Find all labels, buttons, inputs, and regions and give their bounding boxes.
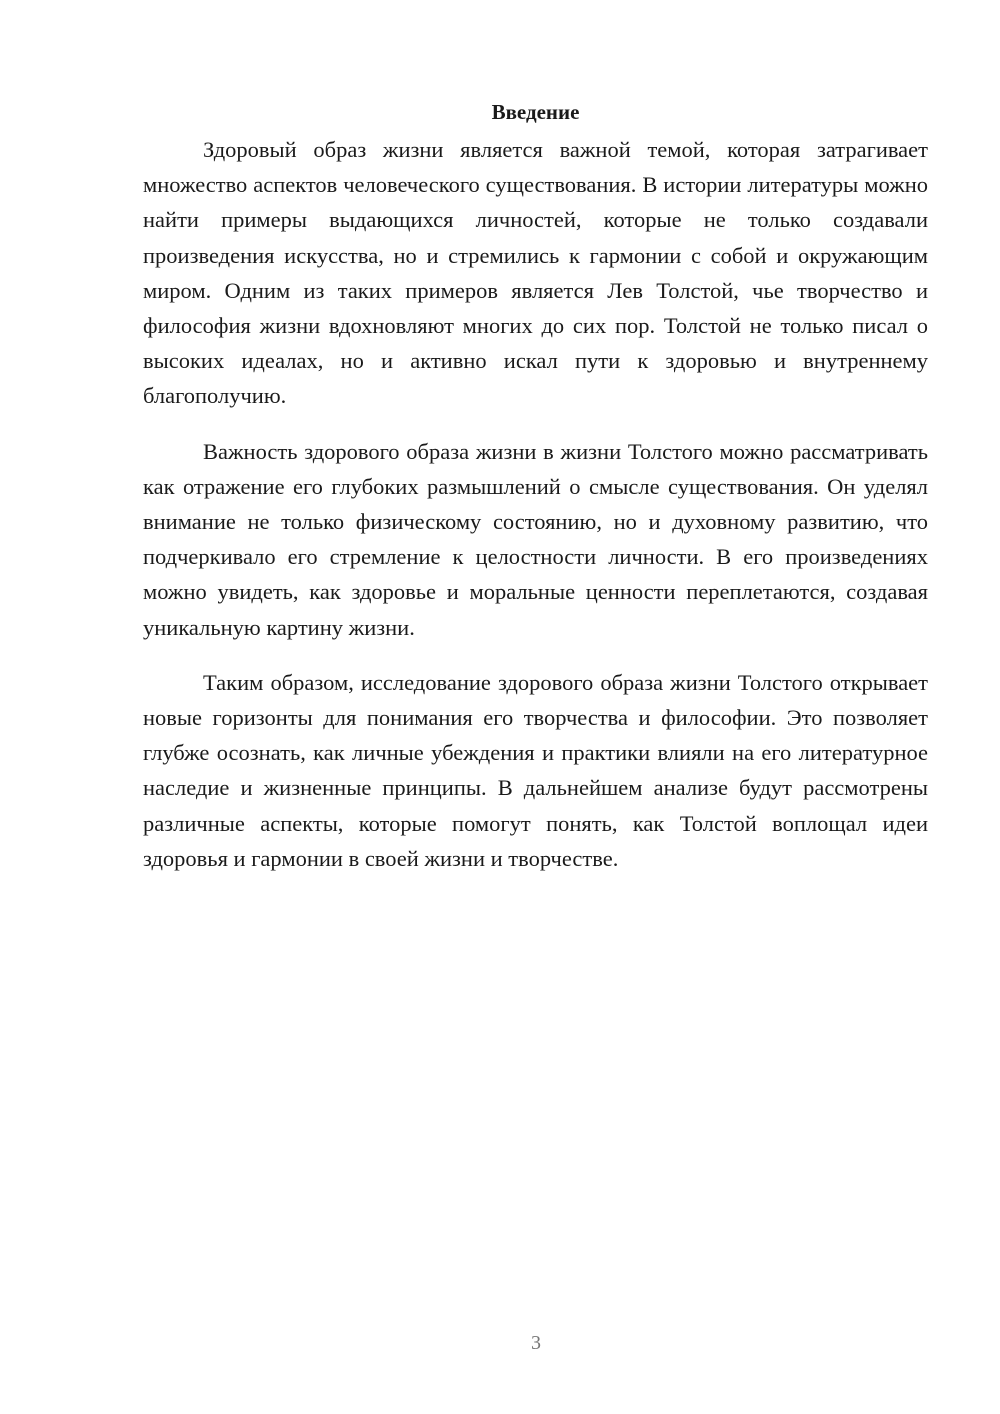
paragraph-1: Здоровый образ жизни является важной темой, которая затрагивает множество аспектов человеческого существования. В истории литературы можно найти примеры выдающихся личностей, которые не только создавали произведения искусства, но и стремились к гармонии с собой и окружающим миром. Одним из таких примеров является Лев Толстой, чье творчество и философия жизни вдохновляют многих до сих пор. Толстой не только писал о высоких идеалах, но и активно искал пути к здоровью и внутреннему благополучию. xyxy=(143,137,928,409)
section-title: Введение xyxy=(491,100,580,124)
paragraph-2: Важность здорового образа жизни в жизни Толстого можно рассматривать как отражение его глубоких размышлений о смысле существования. Он уделял внимание не только физическому состоянию, но и духовному развитию, что подчеркивало его стремление к целостности личности. В его произведениях можно увидеть, как здоровье и моральные ценности переплетаются, создавая уникальную картину жизни. xyxy=(143,438,928,640)
page-number: 3 xyxy=(531,1332,541,1354)
page-content xyxy=(143,96,928,896)
paragraph-3: Таким образом, исследование здорового образа жизни Толстого открывает новые горизонты для понимания его творчества и философии. Это позволяет глубже осознать, как личные убеждения и практики влияли на его литературное наследие и жизненные принципы. В дальнейшем анализе будут рассмотрены различные аспекты, которые помогут понять, как Толстой воплощал идеи здоровья и гармонии в своей жизни и творчестве. xyxy=(143,669,928,871)
